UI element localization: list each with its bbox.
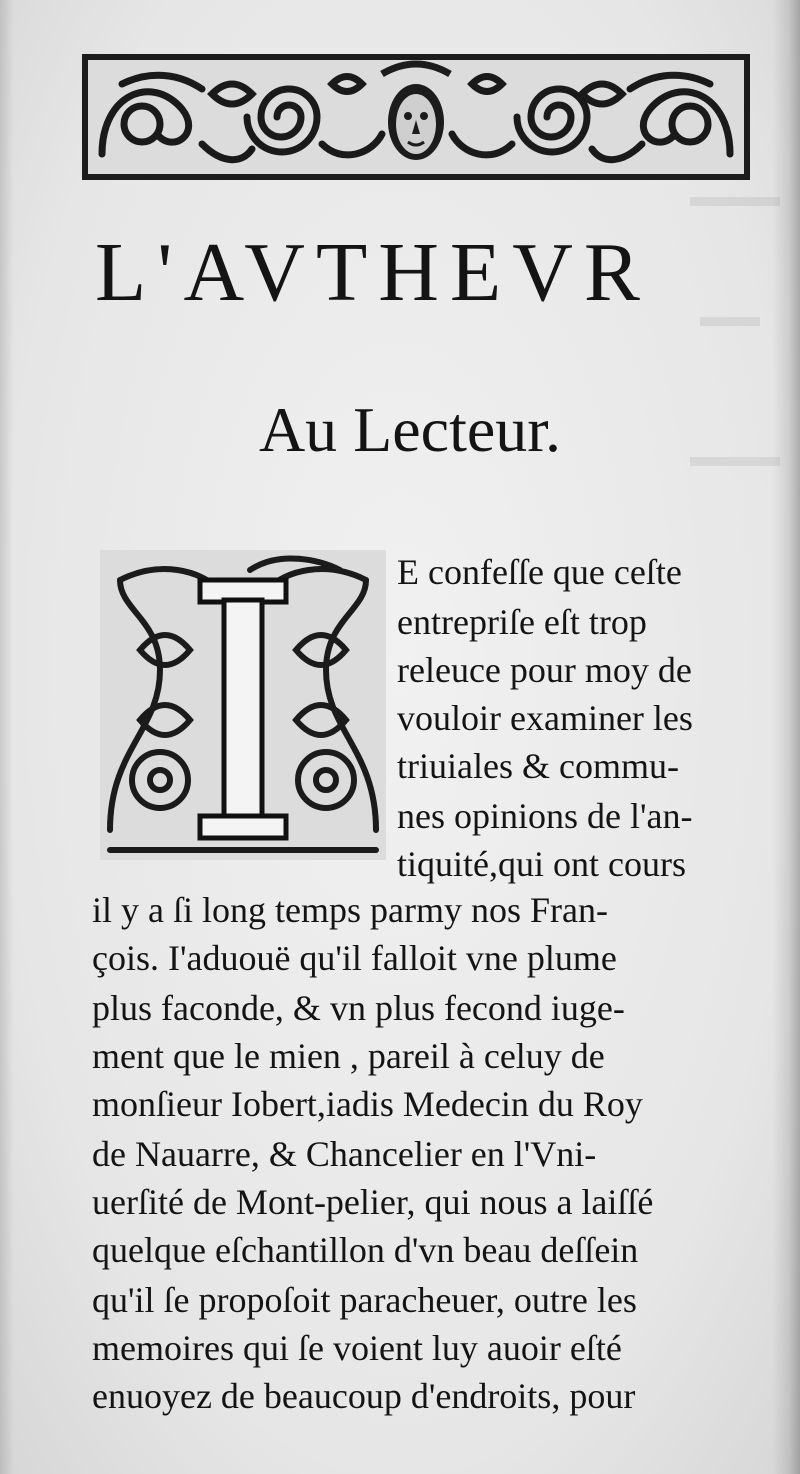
- text-line: çois. I'aduouë qu'il falloit vne plume: [92, 938, 617, 978]
- text-line: plus faconde, & vn plus fecond iuge-: [92, 988, 625, 1028]
- text-line: E confeſſe que ceſte: [397, 552, 682, 592]
- text-line: il y a ſi long temps parmy nos Fran-: [92, 890, 608, 930]
- text-line: enuoyez de beaucoup d'endroits, pour: [92, 1376, 636, 1416]
- text-line: triuiales & commu-: [397, 746, 679, 786]
- show-through-texture: ▬▬: [700, 300, 760, 333]
- text-line: entrepriſe eſt trop: [397, 602, 647, 642]
- text-line: vouloir examiner les: [397, 698, 693, 738]
- text-line: nes opinions de l'an-: [397, 796, 693, 836]
- text-line: memoires qui ſe voient luy auoir eſté: [92, 1328, 622, 1368]
- page-subtitle: Au Lecteur.: [258, 394, 562, 465]
- text-line: ment que le mien , pareil à celuy de: [92, 1036, 605, 1076]
- text-line: de Nauarre, & Chancelier en l'Vni-: [92, 1134, 597, 1174]
- text-line: quelque eſchantillon d'vn beau deſſein: [92, 1230, 639, 1270]
- text-line: releuce pour moy de: [397, 650, 692, 690]
- page-title: L'AVTHEVR: [95, 226, 651, 319]
- text-line: monſieur Iobert,iadis Medecin du Roy: [92, 1084, 643, 1124]
- text-line: qu'il ſe propoſoit paracheuer, outre les: [92, 1280, 637, 1320]
- show-through-texture: ▬▬▬: [690, 440, 780, 473]
- text-line: tiquité,qui ont cours: [397, 844, 686, 884]
- show-through-texture: ▬▬▬: [690, 180, 780, 213]
- text-line: uerſité de Mont-pelier, qui nous a laiſſé: [92, 1182, 654, 1222]
